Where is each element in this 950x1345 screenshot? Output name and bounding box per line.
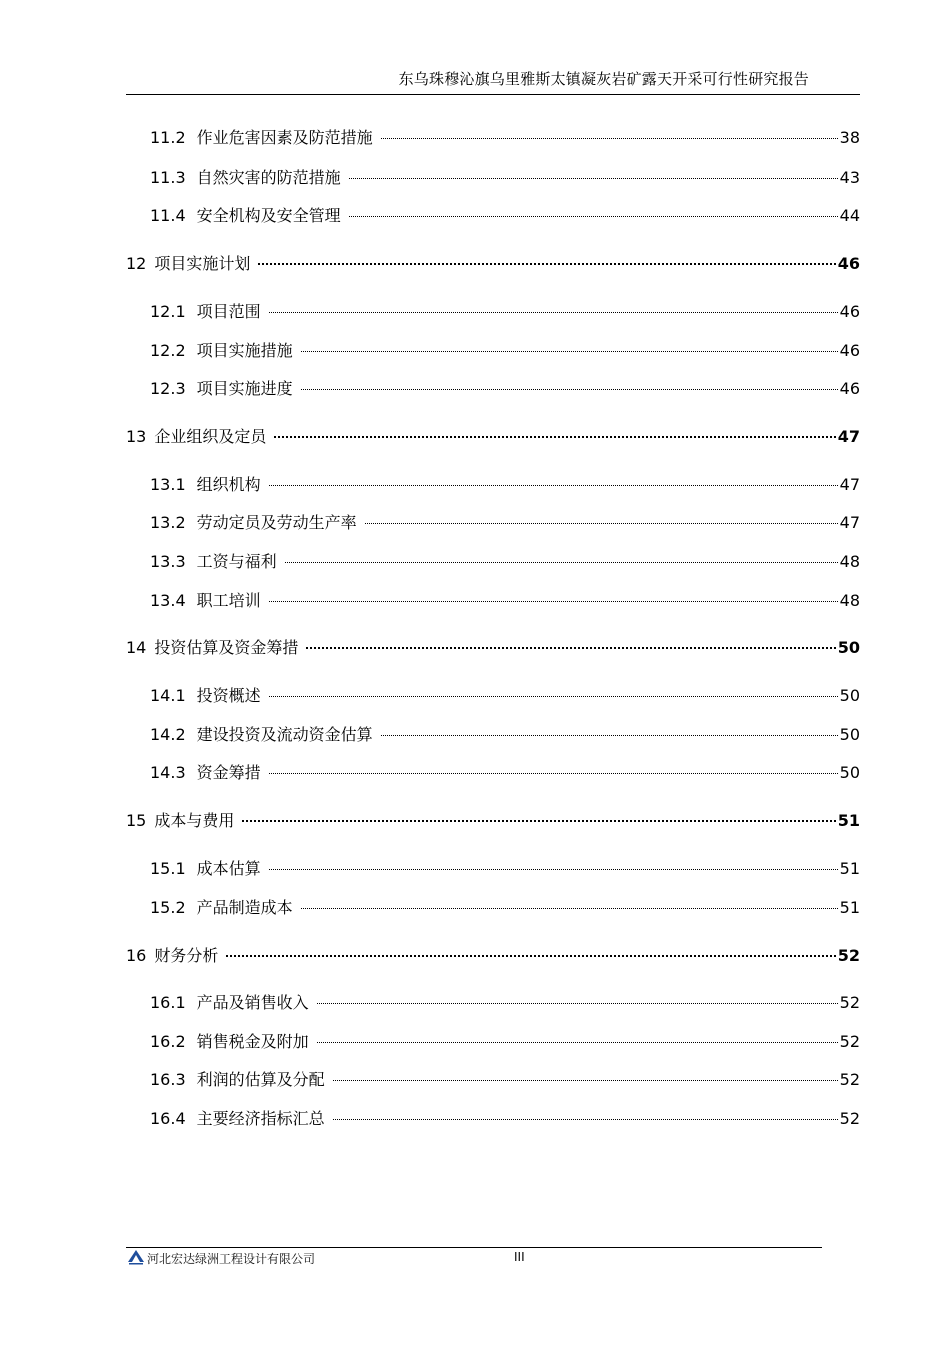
toc-entry-page: 46 (839, 379, 860, 398)
toc-entry[interactable] (150, 377, 860, 401)
toc-entry-title: 作业危害因素及防范措施 (196, 128, 373, 147)
toc-entry-page: 50 (839, 725, 860, 744)
toc-entry-number: 16.3 (150, 1070, 186, 1089)
toc-entry-number: 13.3 (150, 552, 186, 571)
toc-dot-leader (269, 485, 838, 486)
toc-entry-title: 产品制造成本 (196, 898, 293, 917)
toc-entry-number: 16 (126, 946, 147, 965)
document-title: 东乌珠穆沁旗乌里雅斯太镇凝灰岩矿露天开采可行性研究报告 (398, 70, 809, 88)
toc-dot-leader (317, 1042, 838, 1043)
toc-entry-number: 13.2 (150, 513, 186, 532)
toc-entry-page: 46 (839, 341, 860, 360)
toc-entry-page: 46 (837, 254, 860, 273)
toc-entry[interactable] (150, 511, 860, 535)
toc-entry-title: 主要经济指标汇总 (196, 1109, 325, 1128)
toc-dot-leader (258, 263, 835, 265)
toc-entry-page: 52 (839, 993, 860, 1012)
toc-entry-page: 48 (839, 591, 860, 610)
toc-entry-title: 成本估算 (196, 859, 261, 878)
toc-dot-leader (349, 178, 838, 179)
toc-entry-number: 13.1 (150, 475, 186, 494)
toc-dot-leader (226, 955, 835, 957)
toc-entry-title: 项目实施措施 (196, 341, 293, 360)
toc-entry-number: 14.1 (150, 686, 186, 705)
toc-entry-number: 15.1 (150, 859, 186, 878)
toc-entry-page: 52 (839, 1109, 860, 1128)
toc-dot-leader (381, 138, 838, 139)
toc-entry-page: 46 (839, 302, 860, 321)
toc-entry-page: 50 (839, 686, 860, 705)
toc-entry-number: 12.2 (150, 341, 186, 360)
toc-entry-title: 企业组织及定员 (154, 427, 267, 446)
toc-entry-title: 职工培训 (196, 591, 261, 610)
toc-entry-title: 项目范围 (196, 302, 261, 321)
toc-entry-number: 12.1 (150, 302, 186, 321)
toc-entry[interactable] (150, 1068, 860, 1092)
toc-entry-page: 47 (839, 475, 860, 494)
toc-dot-leader (333, 1119, 838, 1120)
toc-dot-leader (306, 647, 835, 649)
toc-entry-number: 13 (126, 427, 147, 446)
toc-entry-page: 44 (839, 206, 860, 225)
toc-entry-number: 15.2 (150, 898, 186, 917)
company-logo-icon (126, 1249, 146, 1265)
company-name: 河北宏达绿洲工程设计有限公司 (147, 1252, 316, 1266)
toc-entry-title: 财务分析 (154, 946, 219, 965)
toc-entry-title: 自然灾害的防范措施 (196, 168, 341, 187)
toc-entry[interactable] (150, 896, 860, 920)
toc-dot-leader (365, 523, 838, 524)
toc-entry[interactable] (150, 589, 860, 613)
toc-dot-leader (317, 1003, 838, 1004)
toc-entry-number: 12.3 (150, 379, 186, 398)
toc-entry[interactable] (126, 252, 860, 276)
toc-entry[interactable] (150, 991, 860, 1015)
toc-entry[interactable] (150, 126, 860, 150)
toc-entry-number: 16.4 (150, 1109, 186, 1128)
toc-entry-page: 52 (837, 946, 860, 965)
toc-entry-title: 建设投资及流动资金估算 (196, 725, 373, 744)
toc-entry-title: 工资与福利 (196, 552, 277, 571)
toc-entry-page: 48 (839, 552, 860, 571)
toc-entry-number: 14.3 (150, 763, 186, 782)
toc-entry-number: 11.4 (150, 206, 186, 225)
toc-entry-page: 38 (839, 128, 860, 147)
toc-dot-leader (269, 696, 838, 697)
toc-entry[interactable] (150, 857, 860, 881)
toc-dot-leader (269, 869, 838, 870)
toc-entry[interactable] (150, 339, 860, 363)
toc-entry-title: 劳动定员及劳动生产率 (196, 513, 357, 532)
toc-entry-page: 51 (837, 811, 860, 830)
toc-entry-title: 组织机构 (196, 475, 261, 494)
toc-entry-page: 50 (837, 638, 860, 657)
toc-entry-number: 14.2 (150, 725, 186, 744)
toc-entry[interactable] (150, 723, 860, 747)
toc-entry-number: 13.4 (150, 591, 186, 610)
toc-entry-title: 利润的估算及分配 (196, 1070, 325, 1089)
toc-dot-leader (301, 351, 838, 352)
toc-entry[interactable] (126, 425, 860, 449)
toc-dot-leader (301, 389, 838, 390)
page-number: III (514, 1250, 525, 1264)
toc-entry[interactable] (150, 1107, 860, 1131)
toc-dot-leader (301, 908, 838, 909)
footer-divider (126, 1247, 822, 1248)
toc-entry-number: 16.2 (150, 1032, 186, 1051)
toc-dot-leader (333, 1080, 838, 1081)
toc-entry-number: 11.3 (150, 168, 186, 187)
toc-entry-number: 16.1 (150, 993, 186, 1012)
toc-entry-title: 销售税金及附加 (196, 1032, 309, 1051)
toc-dot-leader (349, 216, 838, 217)
toc-entry-page: 50 (839, 763, 860, 782)
toc-entry[interactable] (150, 761, 860, 785)
toc-dot-leader (269, 601, 838, 602)
toc-entry[interactable] (126, 944, 860, 968)
toc-entry-page: 43 (839, 168, 860, 187)
toc-entry[interactable] (150, 300, 860, 324)
toc-entry[interactable] (150, 166, 860, 190)
toc-entry[interactable] (126, 636, 860, 660)
toc-dot-leader (285, 562, 838, 563)
toc-entry-page: 52 (839, 1032, 860, 1051)
toc-entry-title: 产品及销售收入 (196, 993, 309, 1012)
toc-entry-title: 安全机构及安全管理 (196, 206, 341, 225)
toc-entry[interactable] (126, 809, 860, 833)
toc-entry[interactable] (150, 550, 860, 574)
toc-entry[interactable] (150, 204, 860, 228)
toc-entry-number: 15 (126, 811, 147, 830)
toc-dot-leader (274, 436, 835, 438)
toc-entry[interactable] (150, 473, 860, 497)
toc-entry-number: 12 (126, 254, 147, 273)
toc-dot-leader (242, 820, 835, 822)
toc-dot-leader (269, 312, 838, 313)
toc-entry-title: 资金筹措 (196, 763, 261, 782)
toc-entry[interactable] (150, 1030, 860, 1054)
toc-entry-title: 投资估算及资金筹措 (154, 638, 299, 657)
toc-entry-title: 项目实施计划 (154, 254, 251, 273)
toc-entry[interactable] (150, 684, 860, 708)
toc-entry-page: 51 (839, 859, 860, 878)
toc-entry-page: 52 (839, 1070, 860, 1089)
toc-entry-page: 51 (839, 898, 860, 917)
toc-dot-leader (269, 773, 838, 774)
toc-entry-page: 47 (839, 513, 860, 532)
toc-entry-title: 投资概述 (196, 686, 261, 705)
toc-dot-leader (381, 735, 838, 736)
header-divider (126, 94, 860, 95)
toc-entry-title: 成本与费用 (154, 811, 235, 830)
toc-entry-number: 11.2 (150, 128, 186, 147)
toc-entry-title: 项目实施进度 (196, 379, 293, 398)
toc-entry-page: 47 (837, 427, 860, 446)
toc-entry-number: 14 (126, 638, 147, 657)
